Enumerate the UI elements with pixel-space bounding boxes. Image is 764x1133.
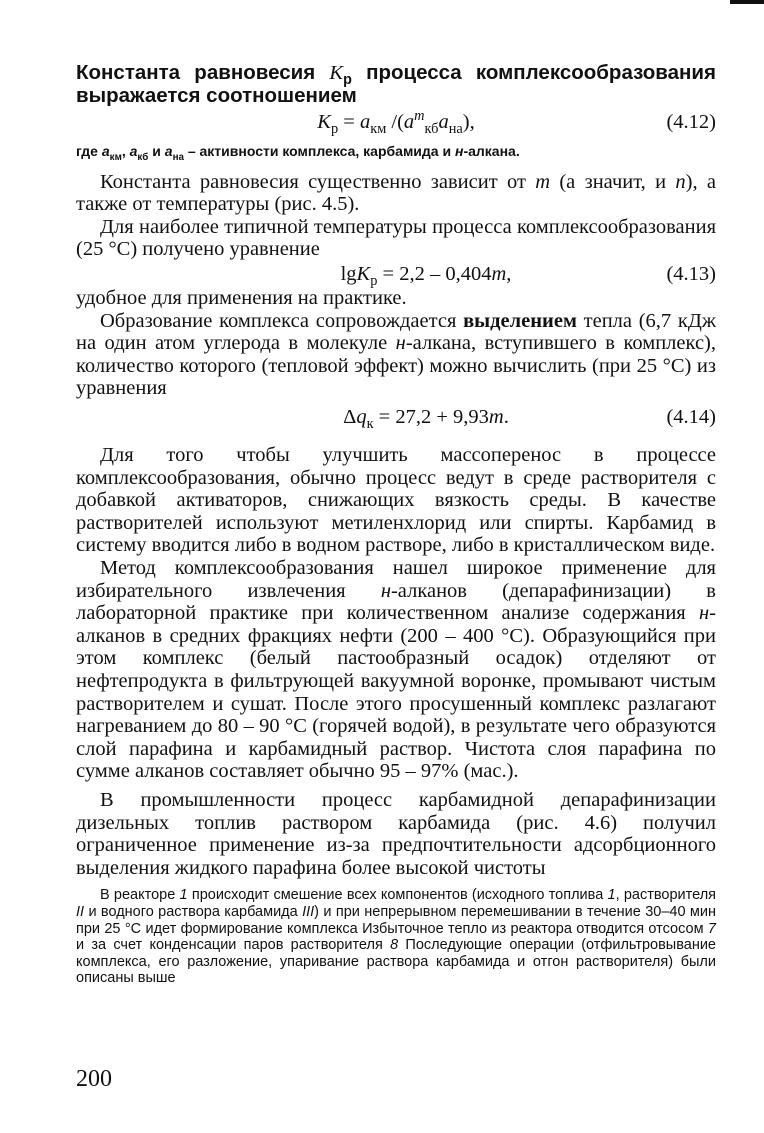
equation-4-13-formula: lgK$_р$ = 2,2 – 0,404m, [340, 263, 512, 290]
paragraph-practical: удобное для применения на практике. [76, 287, 407, 310]
where-definitions: где $a_{км}$, $a_{кб}$ и $a_{на}$ – активности комплекса, карбамида и н-алкана. [76, 143, 520, 163]
equation-4-13-number: (4.13) [666, 263, 716, 286]
equation-4-12-formula: $K_р = a_{км}$ $/(a^m_{кб}a_{на})$, [317, 108, 475, 138]
equation-4-14-formula: $\Delta q_к = 27,2 + 9,93m$. [343, 406, 509, 433]
equation-4-14 [76, 404, 716, 433]
page-body [76, 62, 716, 987]
equation-4-12 [76, 108, 716, 138]
page-number: 200 [76, 1066, 112, 1092]
paragraph-mass-transfer: Для того чтобы улучшить массоперенос в процессе комплексообразования, обычно процесс ведут в среде растворителя с добавкой активаторов, снижающих вязкость среды. В качестве растворителей используют метиленхлорид или спирты. Карбамид в систему вводится либо в водном растворе, либо в кристаллическом виде. [76, 444, 716, 557]
equation-4-14-number: (4.14) [666, 406, 716, 429]
paragraph-equilibrium-constant: Константа равновесия $K_р$ процесса комплексообразования выражается соотношением [76, 61, 716, 107]
equation-4-12-number: (4.12) [666, 111, 716, 134]
corner-mark [730, 0, 764, 4]
equation-4-13 [76, 261, 716, 290]
paragraph-typical-temperature: Для наиболее типичной температуры процесса комплексообразования (25 °С) получено уравнение [76, 215, 716, 261]
paragraph-dependence: Константа равновесия существенно зависит от m (а значит, и n), а также от температуры (рис. 4.5). [76, 170, 716, 216]
figure-caption-note: В реакторе 1 происходит смешение всех компонентов (исходного топлива 1, растворителя II и водного раствора карбамида III) и при непрерывном перемешивании в течение 30–40 мин при 25 °С идет формирование комплекса Избыточное тепло из реактора отводится отсосом 7 и за счет конденсации паров растворителя 8 Последующие операции (отфильтровывание комплекса, его разложение, упаривание раствора карбамида и отгон растворителя) были описаны выше [76, 887, 717, 987]
paragraph-method-application: Метод комплексообразования нашел широкое применение для избирательного извлечения н-алканов (депарафинизации) в лабораторной практике при количественном анализе содержания н-алканов в средних фракциях нефти (200 – 400 °С). Образующийся при этом комплекс (белый пастообразный осадок) отделяют от нефтепродукта в фильтрующей вакуумной воронке, промывают чистым растворителем и сушат. После этого просушенный комплекс разлагают нагреванием до 80 – 90 °С (горячей водой), в результате чего образуются слой парафина и карбамидный раствор. Чистота слоя парафина по сумме алканов составляет обычно 95 – 97% (мас.). [76, 557, 716, 783]
paragraph-heat-release: Образование комплекса сопровождается выделением тепла (6,7 кДж на один атом углерода в молекуле н-алкана, вступившего в комплекс), количество которого (тепловой эффект) можно вычислить (при 25 °С) из уравнения [76, 309, 717, 400]
paragraph-industrial-use: В промышленности процесс карбамидной депарафинизации дизельных топлив раствором карбамида (рис. 4.6) получил ограниченное применение из-за предпочтительности адсорбционного выделения жидкого парафина более высокой чистоты [76, 788, 716, 879]
